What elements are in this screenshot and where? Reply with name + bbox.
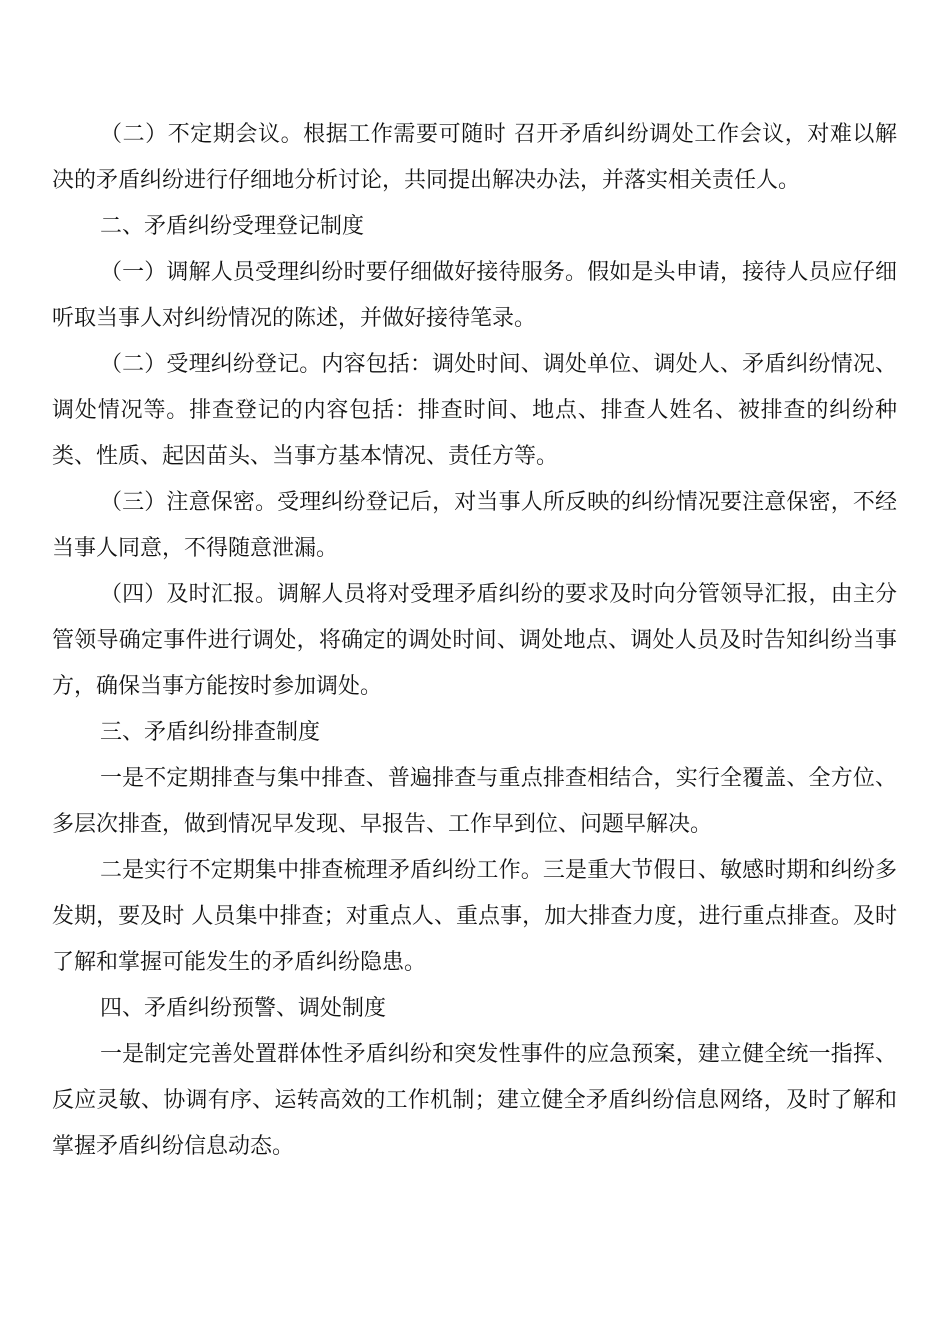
- paragraph-reception-service: （一）调解人员受理纠纷时要仔细做好接待服务。假如是头申请，接待人员应仔细听取当事人对纠纷情况的陈述，并做好接待笔录。: [52, 260, 897, 331]
- paragraph-investigation-two: 二是实行不定期集中排查梳理矛盾纠纷工作。三是重大节假日、敏感时期和纠纷多发期，要及时 人员集中排查；对重点人、重点事，加大排查力度，进行重点排查。及时了解和掌握可能发生的矛盾纠纷隐患。: [52, 858, 897, 975]
- paragraph-timely-report: （四）及时汇报。调解人员将对受理矛盾纠纷的要求及时向分管领导汇报，由主分管领导确定事件进行调处，将确定的调处时间、调处地点、调处人员及时告知纠纷当事方，确保当事方能按时参加调处。: [52, 582, 897, 699]
- heading-investigation-system: 三、矛盾纠纷排查制度: [100, 720, 321, 745]
- paragraph-dispute-registration: （二）受理纠纷登记。内容包括：调处时间、调处单位、调处人、矛盾纠纷情况、调处情况等。排查登记的内容包括：排查时间、地点、排查人姓名、被排查的纠纷种类、性质、起因苗头、当事方基本情况、责任方等。: [52, 352, 897, 469]
- heading-warning-system: 四、矛盾纠纷预警、调处制度: [100, 996, 387, 1021]
- paragraph-warning-one: 一是制定完善处置群体性矛盾纠纷和突发性事件的应急预案，建立健全统一指挥、反应灵敏、协调有序、运转高效的工作机制；建立健全矛盾纠纷信息网络，及时了解和掌握矛盾纠纷信息动态。: [52, 1042, 897, 1159]
- paragraph-investigation-one: 一是不定期排查与集中排查、普遍排查与重点排查相结合，实行全覆盖、全方位、多层次排查，做到情况早发现、早报告、工作早到位、问题早解决。: [52, 766, 897, 837]
- paragraph-confidentiality: （三）注意保密。受理纠纷登记后，对当事人所反映的纠纷情况要注意保密，不经当事人同意，不得随意泄漏。: [52, 490, 897, 561]
- heading-registration-system: 二、矛盾纠纷受理登记制度: [100, 214, 365, 239]
- paragraph-irregular-meetings: （二）不定期会议。根据工作需要可随时 召开矛盾纠纷调处工作会议，对难以解决的矛盾纠纷进行仔细地分析讨论，共同提出解决办法，并落实相关责任人。: [52, 122, 897, 193]
- document-body: [52, 112, 897, 1170]
